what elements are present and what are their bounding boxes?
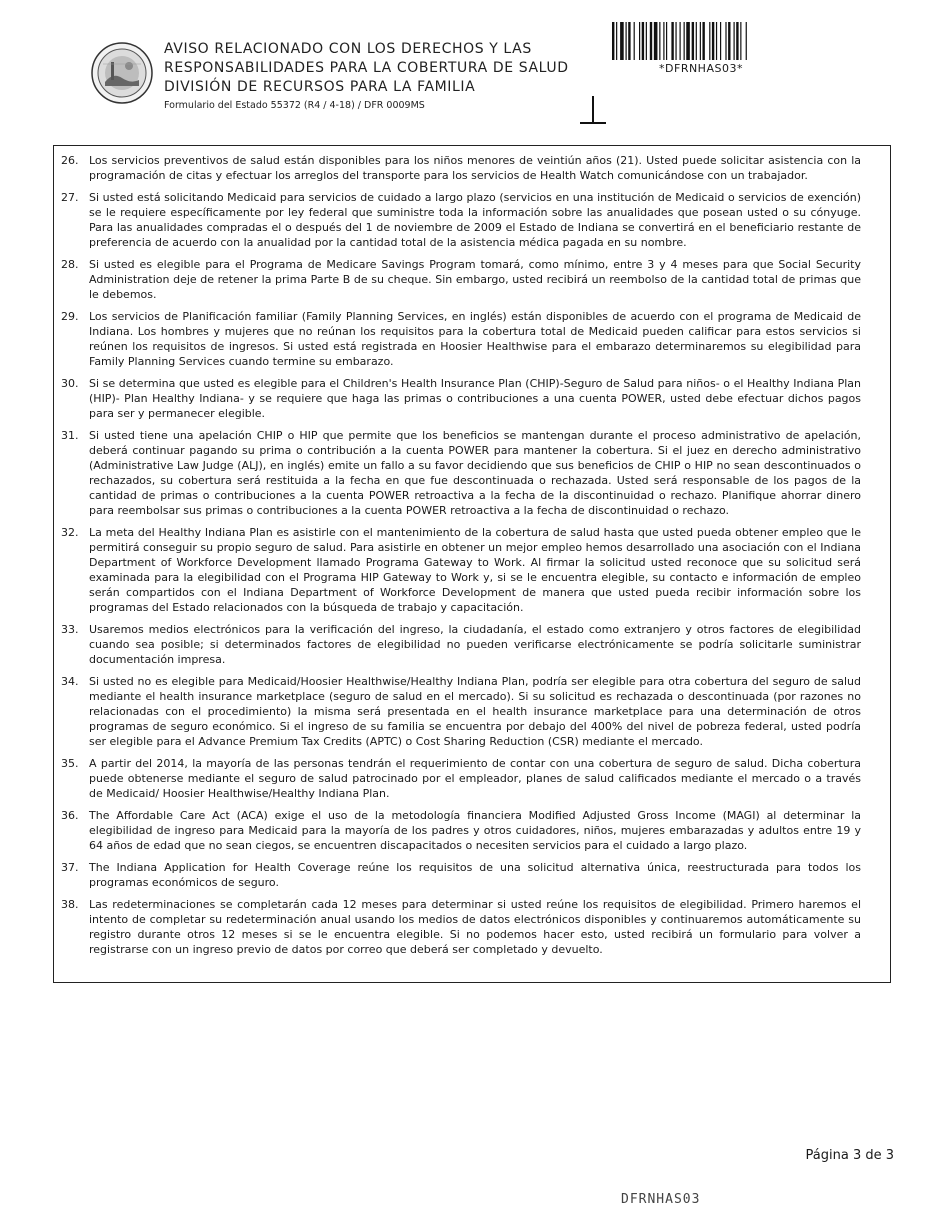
list-item bbox=[61, 756, 861, 801]
header-title-block bbox=[164, 40, 604, 111]
title-line-1: AVISO RELACIONADO CON LOS DERECHOS Y LAS bbox=[164, 41, 532, 57]
list-item bbox=[61, 309, 861, 369]
item-text: La meta del Healthy Indiana Plan es asistirle con el mantenimiento de la cobertura de salud hasta que usted pueda obtener empleo que le permitirá conseguir su propio seguro de salud. Para asistirle en obtener un mejor empleo hemos desarrollado una asociación con el Indiana Department of Workforce Development llamado Programa Gateway to Work. Al firmar la solicitud usted reconoce que su solicitud será examinada para la elegibilidad con el Programa HIP Gateway to Work y, si se le encuentra elegible, su contacto e información de empleo serán compartidos con el Indiana Department of Workforce Development de manera que usted pueda recibir información sobre los programas del Estado relacionados con la búsqueda de trabajo y capacitación. bbox=[89, 526, 861, 614]
item-number: 27. bbox=[61, 191, 79, 204]
item-number: 28. bbox=[61, 258, 79, 271]
item-text: Usaremos medios electrónicos para la verificación del ingreso, la ciudadanía, el estado como extranjero y otros factores de elegibilidad cuando sea posible; si determinados factores de elegibilidad no pueden verificarse electrónicamente se podría solicitarle suministrar documentación impresa. bbox=[89, 623, 861, 666]
list-item bbox=[61, 257, 861, 302]
item-number: 37. bbox=[61, 861, 79, 874]
item-number: 32. bbox=[61, 526, 79, 539]
item-text: Las redeterminaciones se completarán cada 12 meses para determinar si usted reúne los requisitos de elegibilidad. Primero haremos el intento de completar su redeterminación anual usando los medios de datos electrónicos disponibles y continuaremos automáticamente su registro durante otros 12 meses si se le encuentra elegible. Si no podemos hacer esto, usted recibirá un formulario para volver a registrarse con un ingreso previo de datos por correo que deberá ser completado y devuelto. bbox=[89, 898, 861, 956]
item-text: Si usted tiene una apelación CHIP o HIP que permite que los beneficios se mantengan durante el proceso administrativo de apelación, deberá continuar pagando su prima o contribución a la cuenta POWER para mantener la cobertura. Si el juez en derecho administrativo (Administrative Law Judge (ALJ), en inglés) emite un fallo a su favor decidiendo que sus beneficios de CHIP o HIP no sean descontinuados o rechazados, su cobertura será restituida a la fecha en que fue descontinuada o rechazada. Usted será responsable de los pagos de la cantidad de primas o contribuciones a la cuenta POWER retroactiva a la fecha de la discontinuidad o rechazo. Planifique ahorrar dinero para reembolsar sus primas o contribuciones a la cuenta POWER retroactiva a la fecha de discontinuidad o rechazo. bbox=[89, 429, 861, 517]
item-number: 31. bbox=[61, 429, 79, 442]
notice-content-box bbox=[53, 145, 891, 983]
item-number: 38. bbox=[61, 898, 79, 911]
item-number: 35. bbox=[61, 757, 79, 770]
list-item bbox=[61, 190, 861, 250]
item-text: Los servicios de Planificación familiar (Family Planning Services, en inglés) están disponibles de acuerdo con el programa de Medicaid de Indiana. Los hombres y mujeres que no reúnan los requisitos para la cobertura total de Medicaid pueden calificar para estos servicios si reúnen los requisitos de ingresos. Si usted está registrada en Hoosier Healthwise para el embarazo determinaremos su elegibilidad para Family Planning Services cuando termine su embarazo. bbox=[89, 310, 861, 368]
list-item bbox=[61, 674, 861, 749]
barcode-text: *DFRNHAS03* bbox=[659, 62, 743, 75]
item-number: 34. bbox=[61, 675, 79, 688]
item-text: The Indiana Application for Health Coverage reúne los requisitos de una solicitud alternativa única, reestructurada para todos los programas económicos de seguro. bbox=[89, 861, 861, 889]
list-item bbox=[61, 525, 861, 615]
barcode-icon bbox=[612, 22, 790, 60]
item-text: Los servicios preventivos de salud están disponibles para los niños menores de veintiún años (21). Usted puede solicitar asistencia con la programación de citas y efectuar los arreglos del transporte para los servicios de Health Watch comunicándose con un trabajador. bbox=[89, 154, 861, 182]
item-text: Si usted está solicitando Medicaid para servicios de cuidado a largo plazo (servicios en una institución de Medicaid o servicios de exención) se le requiere específicamente por ley federal que suministre toda la información sobre las anualidades que posean usted o su cónyuge. Para las anualidades compradas el o después del 1 de noviembre de 2009 el Estado de Indiana se convertirá en el beneficiario restante de preferencia de acuerdo con la anualidad por la cantidad total de la asistencia médica pagada en su nombre. bbox=[89, 191, 861, 249]
title-line-2: RESPONSABILIDADES PARA LA COBERTURA DE SALUD bbox=[164, 60, 569, 76]
list-item bbox=[61, 428, 861, 518]
t-mark-icon bbox=[580, 96, 606, 126]
item-number: 36. bbox=[61, 809, 79, 822]
form-id: Formulario del Estado 55372 (R4 / 4-18) / DFR 0009MS bbox=[164, 100, 425, 111]
list-item bbox=[61, 808, 861, 853]
item-text: Si se determina que usted es elegible para el Children's Health Insurance Plan (CHIP)-Seguro de Salud para niños- o el Healthy Indiana Plan (HIP)- Plan Healthy Indiana- y se requiere que haga las primas o contribuciones a una cuenta POWER, usted debe efectuar dichos pagos para ser y permanecer elegible. bbox=[89, 377, 861, 420]
item-text: The Affordable Care Act (ACA) exige el uso de la metodología financiera Modified Adjusted Gross Income (MAGI) al determinar la elegibilidad de ingreso para Medicaid para la mayoría de los padres y otros cuidadores, niños, mujeres embarazadas y adultos entre 19 y 64 años de edad que no sean ciegos, se encuentren discapacitados o necesiten servicios para el cuidado a largo plazo. bbox=[89, 809, 861, 852]
list-item bbox=[61, 376, 861, 421]
item-number: 33. bbox=[61, 623, 79, 636]
state-seal-icon bbox=[91, 42, 153, 104]
list-item bbox=[61, 153, 861, 183]
list-item bbox=[61, 897, 861, 957]
notice-items-list bbox=[54, 146, 890, 957]
footer-code: DFRNHAS03 bbox=[621, 1192, 701, 1207]
item-number: 30. bbox=[61, 377, 79, 390]
list-item bbox=[61, 622, 861, 667]
page-number: Página 3 de 3 bbox=[805, 1148, 894, 1163]
item-text: Si usted no es elegible para Medicaid/Hoosier Healthwise/Healthy Indiana Plan, podría ser elegible para otra cobertura del seguro de salud mediante el health insurance marketplace (seguro de salud en el mercado). Si su solicitud es rechazada o descontinuada (por razones no relacionadas con el procedimiento) la misma será presentada en el health insurance marketplace para una determinación de otros programas de seguro económico. Si el ingreso de su familia se encuentra por debajo del 400% del nivel de pobreza federal, usted podría ser elegible para el Advance Premium Tax Credits (APTC) o Cost Sharing Reduction (CSR) mediante el mercado. bbox=[89, 675, 861, 748]
item-number: 29. bbox=[61, 310, 79, 323]
item-number: 26. bbox=[61, 154, 79, 167]
item-text: A partir del 2014, la mayoría de las personas tendrán el requerimiento de contar con una cobertura de seguro de salud. Dicha cobertura puede obtenerse mediante el seguro de salud patrocinado por el empleador, planes de salud calificados mediante el mercado o a través de Medicaid/ Hoosier Healthwise/Healthy Indiana Plan. bbox=[89, 757, 861, 800]
item-text: Si usted es elegible para el Programa de Medicare Savings Program tomará, como mínimo, entre 3 y 4 meses para que Social Security Administration deje de retener la prima Parte B de su cheque. Sin embargo, usted recibirá un reembolso de la cantidad total de primas que le debemos. bbox=[89, 258, 861, 301]
list-item bbox=[61, 860, 861, 890]
title-line-3: DIVISIÓN DE RECURSOS PARA LA FAMILIA bbox=[164, 79, 476, 95]
